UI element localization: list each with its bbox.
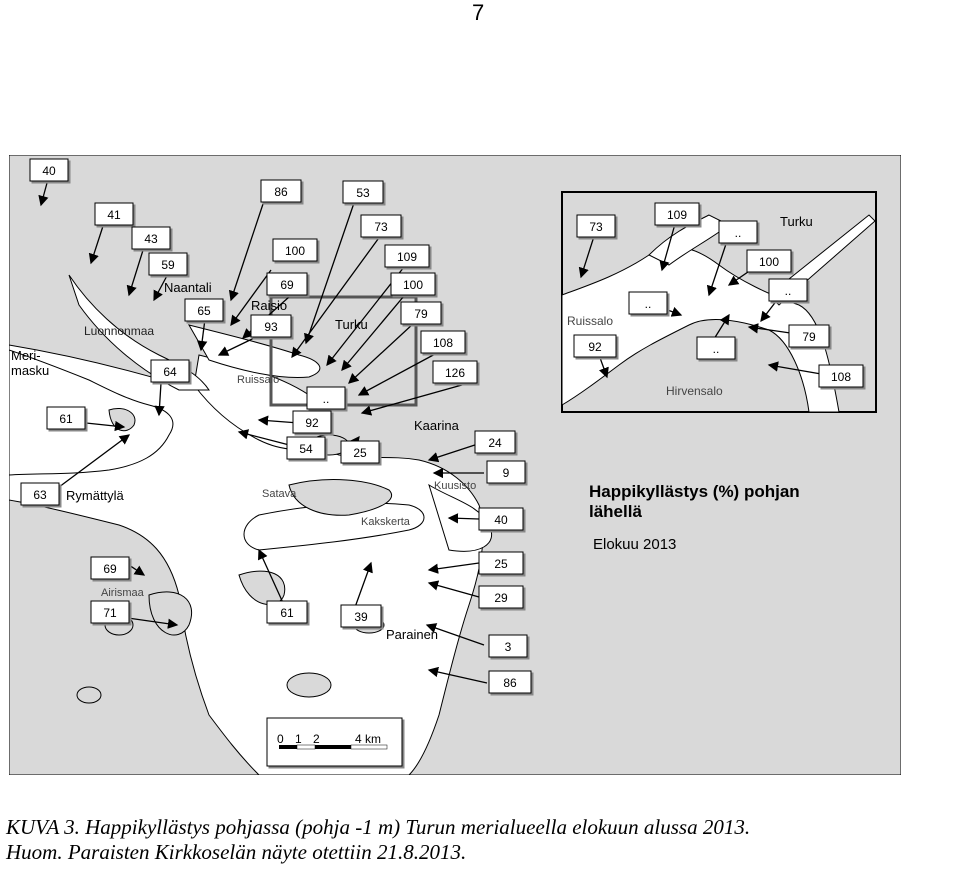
- value-box: [489, 671, 531, 693]
- label-ruissalo: Ruissalo: [237, 374, 280, 386]
- value-label: 53: [356, 186, 370, 200]
- value-label: 86: [274, 185, 288, 199]
- value-box: [47, 407, 85, 429]
- value-box: [267, 273, 307, 295]
- value-label: 79: [802, 330, 816, 344]
- value-box: [655, 203, 699, 225]
- label-inset-hirvensalo: Hirvensalo: [666, 384, 723, 398]
- value-box: [251, 315, 291, 337]
- label-rymattyla: Rymättylä: [66, 488, 124, 503]
- label-kuusisto: Kuusisto: [434, 480, 477, 492]
- value-label: 40: [42, 164, 56, 178]
- value-label: 65: [197, 304, 211, 318]
- scale-bar: [267, 718, 402, 766]
- label-naantali: Naantali: [164, 280, 212, 295]
- scale-tick-1: 1: [295, 732, 302, 746]
- value-label: 63: [33, 488, 47, 502]
- page-number: 7: [472, 0, 485, 25]
- value-box: [421, 331, 465, 353]
- value-box: [341, 441, 379, 463]
- value-box: [487, 461, 525, 483]
- value-label: ..: [734, 226, 742, 240]
- value-box: [789, 325, 829, 347]
- value-box: [479, 586, 523, 608]
- value-label: ..: [712, 342, 720, 356]
- value-label: 109: [396, 250, 418, 264]
- value-label: 61: [59, 412, 73, 426]
- value-label: ..: [784, 284, 792, 298]
- value-label: 100: [758, 255, 780, 269]
- value-box: [819, 365, 863, 387]
- value-box: [307, 387, 345, 409]
- value-label: 126: [444, 366, 466, 380]
- value-box: [151, 360, 189, 382]
- value-box: [293, 411, 331, 433]
- value-label: 61: [280, 606, 294, 620]
- label-luonnonmaa: Luonnonmaa: [84, 324, 155, 338]
- caption-line-1: KUVA 3. Happikyllästys pohjassa (pohja -1 m) Turun merialueella elokuun alussa 2013.: [6, 815, 751, 839]
- value-label: 71: [103, 606, 117, 620]
- value-label: 40: [494, 513, 508, 527]
- label-satava: Satava: [262, 488, 297, 500]
- value-label: 29: [494, 591, 508, 605]
- scale-tick-0: 0: [277, 732, 284, 746]
- value-label: 100: [284, 244, 306, 258]
- label-merimasku-1: Meri-: [11, 348, 41, 363]
- label-airismaa: Airismaa: [101, 587, 144, 599]
- value-box: [479, 552, 523, 574]
- value-box: [719, 221, 757, 243]
- value-label: ..: [322, 392, 330, 406]
- value-label: 59: [161, 258, 175, 272]
- value-label: 100: [402, 278, 424, 292]
- value-box: [273, 239, 317, 261]
- value-box: [577, 215, 615, 237]
- oxygen-map: [9, 155, 901, 775]
- value-box: [91, 601, 129, 623]
- scale-tick-2: 2: [313, 732, 320, 746]
- value-box: [132, 227, 170, 249]
- value-box: [343, 181, 383, 203]
- value-box: [267, 601, 307, 623]
- value-label: 39: [354, 610, 368, 624]
- caption-line-2: Huom. Paraisten Kirkkoselän näyte otettiin 21.8.2013.: [6, 840, 467, 864]
- value-box: [475, 431, 515, 453]
- value-box: [341, 605, 381, 627]
- value-box: [385, 245, 429, 267]
- value-label: 93: [264, 320, 278, 334]
- value-box: [747, 250, 791, 272]
- label-inset-ruissalo: Ruissalo: [567, 314, 614, 328]
- value-label: ..: [644, 297, 652, 311]
- value-box: [361, 215, 401, 237]
- value-box: [30, 159, 68, 181]
- value-box: [261, 180, 301, 202]
- value-label: 73: [374, 220, 388, 234]
- value-label: 25: [353, 446, 367, 460]
- value-box: [574, 335, 616, 357]
- label-merimasku-2: masku: [11, 363, 50, 378]
- value-label: 54: [299, 442, 313, 456]
- value-box: [95, 203, 133, 225]
- value-label: 108: [432, 336, 454, 350]
- label-raisio: Raisio: [251, 298, 288, 313]
- value-box: [629, 292, 667, 314]
- label-kakskerta: Kakskerta: [361, 516, 410, 528]
- value-box: [185, 299, 223, 321]
- value-box: [149, 253, 187, 275]
- value-box: [479, 508, 523, 530]
- value-label: 79: [414, 307, 428, 321]
- label-turku: Turku: [335, 317, 368, 332]
- value-label: 86: [503, 676, 517, 690]
- value-box: [489, 635, 527, 657]
- value-box: [91, 557, 129, 579]
- legend-title-line1: Happikyllästys (%) pohjan: [589, 482, 800, 501]
- value-box: [287, 437, 325, 459]
- figure-caption: [6, 815, 956, 865]
- label-inset-turku: Turku: [780, 214, 813, 229]
- value-label: 43: [144, 232, 158, 246]
- value-label: 109: [666, 208, 688, 222]
- value-label: 108: [830, 370, 852, 384]
- label-parainen: Parainen: [386, 627, 439, 642]
- value-label: 69: [280, 278, 294, 292]
- value-box: [769, 279, 807, 301]
- scale-tick-4km: 4 km: [355, 732, 382, 746]
- value-box: [697, 337, 735, 359]
- value-label: 25: [494, 557, 508, 571]
- value-label: 9: [502, 466, 510, 480]
- value-label: 64: [163, 365, 177, 379]
- value-box: [401, 302, 441, 324]
- value-label: 92: [588, 340, 602, 354]
- label-kaarina: Kaarina: [414, 418, 459, 433]
- value-label: 24: [488, 436, 502, 450]
- value-box: [433, 361, 477, 383]
- value-label: 73: [589, 220, 603, 234]
- value-box: [21, 483, 59, 505]
- value-label: 41: [107, 208, 121, 222]
- value-label: 3: [504, 640, 512, 654]
- legend-title-line2: lähellä: [589, 502, 642, 521]
- value-label: 92: [305, 416, 319, 430]
- value-label: 69: [103, 562, 117, 576]
- legend-subtitle: Elokuu 2013: [593, 536, 677, 553]
- value-box: [391, 273, 435, 295]
